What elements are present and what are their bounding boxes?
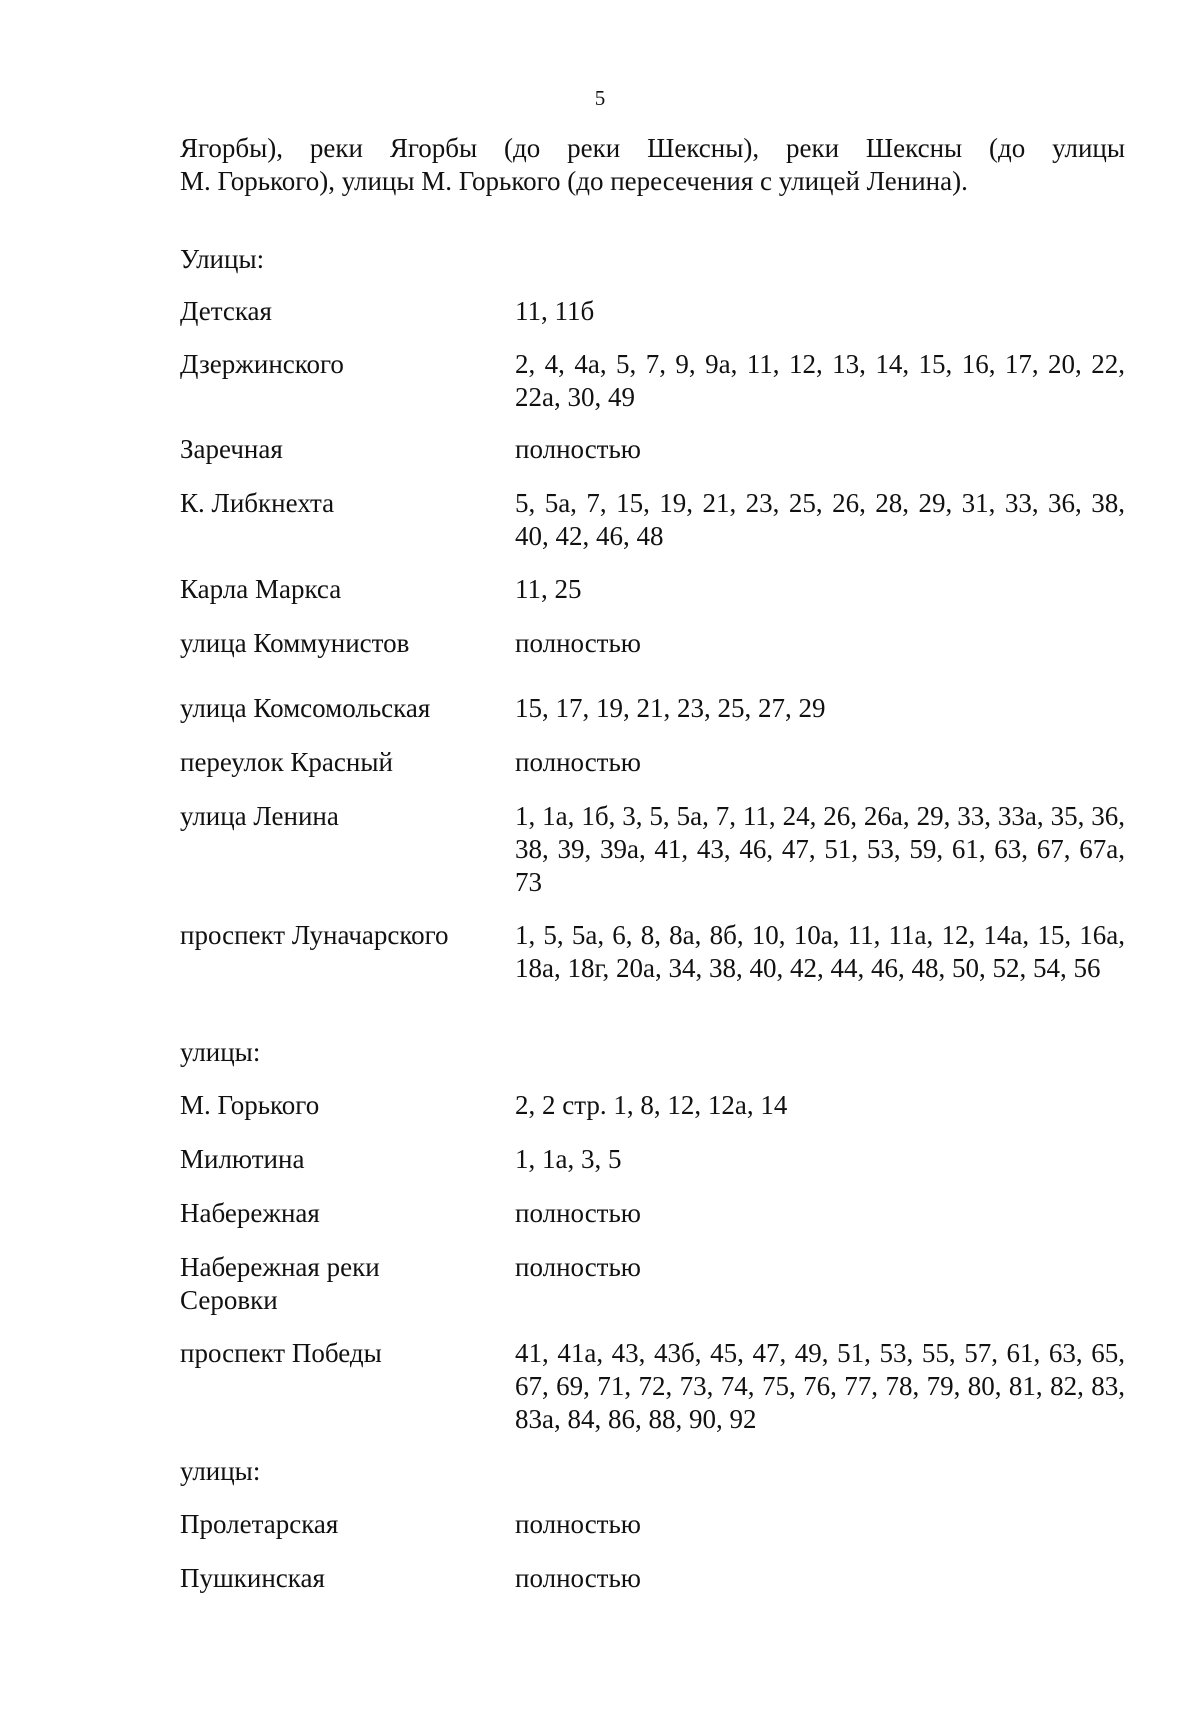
street-houses: полностью [515,1563,641,1593]
street-name: Пушкинская [180,1563,325,1593]
street-houses: полностью [515,628,641,658]
street-name: улица Коммунистов [180,628,410,658]
street-houses: полностью [515,1198,641,1228]
street-houses: 15, 17, 19, 21, 23, 25, 27, 29 [515,693,826,723]
street-name: Набережная реки Серовки [180,1252,380,1315]
street-houses: полностью [515,434,641,464]
intro-line-2: М. Горького), улицы М. Горького (до пересечения с улицей Ленина). [180,166,968,196]
street-name: Детская [180,296,272,326]
street-houses: полностью [515,1252,641,1282]
page-number: 5 [594,86,606,110]
intro-paragraph [180,132,1125,198]
section-heading-streets: улицы: [180,1456,261,1486]
street-houses: полностью [515,747,641,777]
intro-line-1: Ягорбы), реки Ягорбы (до реки Шексны), реки Шексны (до улицы [180,133,1125,163]
street-name: переулок Красный [180,747,393,777]
street-name: Набережная [180,1198,320,1228]
street-name: улица Комсомольская [180,693,431,723]
street-houses: 1, 1а, 1б, 3, 5, 5а, 7, 11, 24, 26, 26а, 29, 33, 33а, 35, 36, 38, 39, 39а, 41, 43, 46, 47, 51, 53, 59, 61, 63, 67, 67а, 73 [515,801,1125,897]
street-houses: 5, 5а, 7, 15, 19, 21, 23, 25, 26, 28, 29, 31, 33, 36, 38, 40, 42, 46, 48 [515,488,1125,551]
street-name: Заречная [180,434,283,464]
street-name: проспект Луначарского [180,920,449,950]
street-name: М. Горького [180,1090,320,1120]
street-houses: 41, 41а, 43, 43б, 45, 47, 49, 51, 53, 55, 57, 61, 63, 65, 67, 69, 71, 72, 73, 74, 75, 76, 77, 78, 79, 80, 81, 82, 83, 83а, 84, 86, 88, 90, 92 [515,1338,1125,1434]
street-name: проспект Победы [180,1338,382,1368]
street-houses: 2, 2 стр. 1, 8, 12, 12а, 14 [515,1090,788,1120]
street-name: улица Ленина [180,801,339,831]
street-houses: 1, 5, 5а, 6, 8, 8а, 8б, 10, 10а, 11, 11а, 12, 14а, 15, 16а, 18а, 18г, 20а, 34, 38, 40, 42, 44, 46, 48, 50, 52, 54, 56 [515,920,1125,983]
street-name: Пролетарская [180,1509,339,1539]
street-name: Милютина [180,1144,305,1174]
street-name: Карла Маркса [180,574,342,604]
street-houses: 11, 25 [515,574,582,604]
street-houses: 1, 1а, 3, 5 [515,1144,622,1174]
street-houses: полностью [515,1509,641,1539]
section-heading-streets: улицы: [180,1037,261,1067]
street-name: К. Либкнехта [180,488,335,518]
street-name: Дзержинского [180,349,344,379]
street-houses: 11, 11б [515,296,595,326]
section-heading-streets: Улицы: [180,244,265,274]
street-houses: 2, 4, 4а, 5, 7, 9, 9а, 11, 12, 13, 14, 15, 16, 17, 20, 22, 22а, 30, 49 [515,349,1125,412]
